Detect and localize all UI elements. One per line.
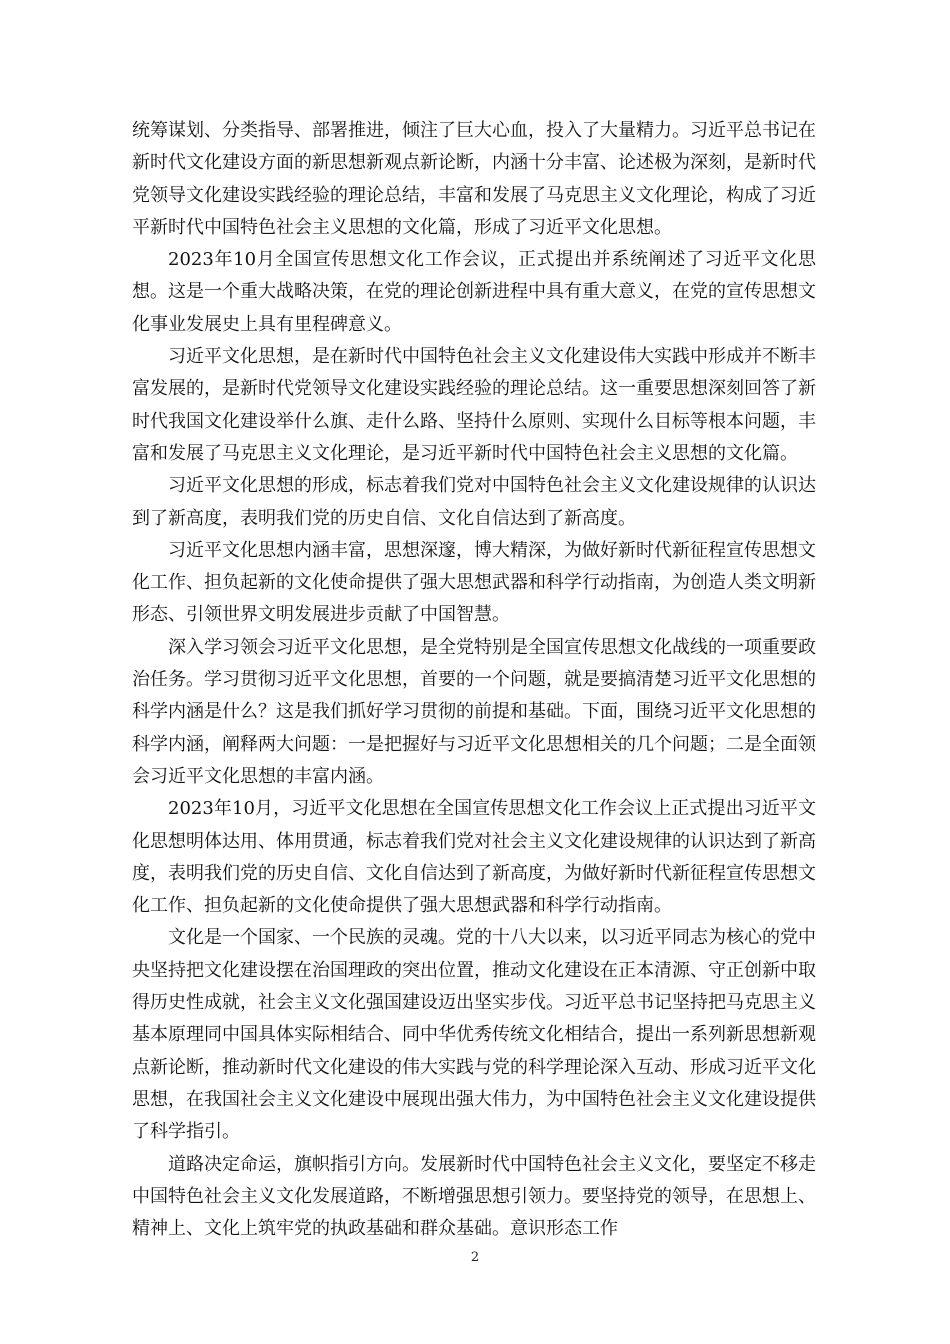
paragraph-4: 习近平文化思想的形成，标志着我们党对中国特色社会主义文化建设规律的认识达到了新高度，表明我们党的历史自信、文化自信达到了新高度。 (132, 475, 816, 529)
paragraph-6: 深入学习领会习近平文化思想，是全党特别是全国宣传思想文化战线的一项重要政治任务。学习贯彻习近平文化思想，首要的一个问题，就是要搞清楚习近平文化思想的科学内涵是什么？这是我们抓好学习贯彻的前提和基础。下面，围绕习近平文化思想的科学内涵，阐释两大问题：一是把握好与习近平文化思想相关的几个问题；二是全面领会习近平文化思想的丰富内涵。 (132, 636, 816, 787)
paragraph-1: 统筹谋划、分类指导、部署推进，倾注了巨大心血，投入了大量精力。习近平总书记在新时代文化建设方面的新思想新观点新论断，内涵十分丰富、论述极为深刻，是新时代党领导文化建设实践经验的理论总结，丰富和发展了马克思主义文化理论，构成了习近平新时代中国特色社会主义思想的文化篇，形成了习近平文化思想。 (132, 120, 816, 238)
paragraph-5: 习近平文化思想内涵丰富，思想深邃，博大精深，为做好新时代新征程宣传思想文化工作、担负起新的文化使命提供了强大思想武器和科学行动指南，为创造人类文明新形态、引领世界文明发展进步贡献了中国智慧。 (132, 539, 816, 626)
body-text (132, 115, 816, 1245)
paragraph-2: 2023年10月全国宣传思想文化工作会议，正式提出并系统阐述了习近平文化思想。这是一个重大战略决策，在党的理论创新进程中具有重大意义，在党的宣传思想文化事业发展史上具有里程碑意义。 (132, 249, 816, 335)
paragraph-7: 2023年10月，习近平文化思想在全国宣传思想文化工作会议上正式提出习近平文化思想明体达用、体用贯通，标志着我们党对社会主义文化建设规律的认识达到了新高度，表明我们党的历史自信、文化自信达到了新高度，为做好新时代新征程宣传思想文化工作、担负起新的文化使命提供了强大思想武器和科学行动指南。 (132, 798, 816, 917)
paragraph-3: 习近平文化思想，是在新时代中国特色社会主义文化建设伟大实践中形成并不断丰富发展的，是新时代党领导文化建设实践经验的理论总结。这一重要思想深刻回答了新时代我国文化建设举什么旗、走什么路、坚持什么原则、实现什么目标等根本问题，丰富和发展了马克思主义文化理论，是习近平新时代中国特色社会主义思想的文化篇。 (132, 346, 816, 464)
paragraph-8: 文化是一个国家、一个民族的灵魂。党的十八大以来，以习近平同志为核心的党中央坚持把文化建设摆在治国理政的突出位置，推动文化建设在正本清源、守正创新中取得历史性成就，社会主义文化强国建设迈出坚实步伐。习近平总书记坚持把马克思主义基本原理同中国具体实际相结合、同中华优秀传统文化相结合，提出一系列新思想新观点新论断，推动新时代文化建设的伟大实践与党的科学理论深入互动、形成习近平文化思想，在我国社会主义文化建设中展现出强大伟力，为中国特色社会主义文化建设提供了科学指引。 (132, 927, 816, 1143)
paragraph-9: 道路决定命运，旗帜指引方向。发展新时代中国特色社会主义文化，要坚定不移走中国特色社会主义文化发展道路，不断增强思想引领力。要坚持党的领导，在思想上、精神上、文化上筑牢党的执政基础和群众基础。意识形态工作 (132, 1153, 816, 1240)
page-number: 2 (470, 1250, 480, 1265)
